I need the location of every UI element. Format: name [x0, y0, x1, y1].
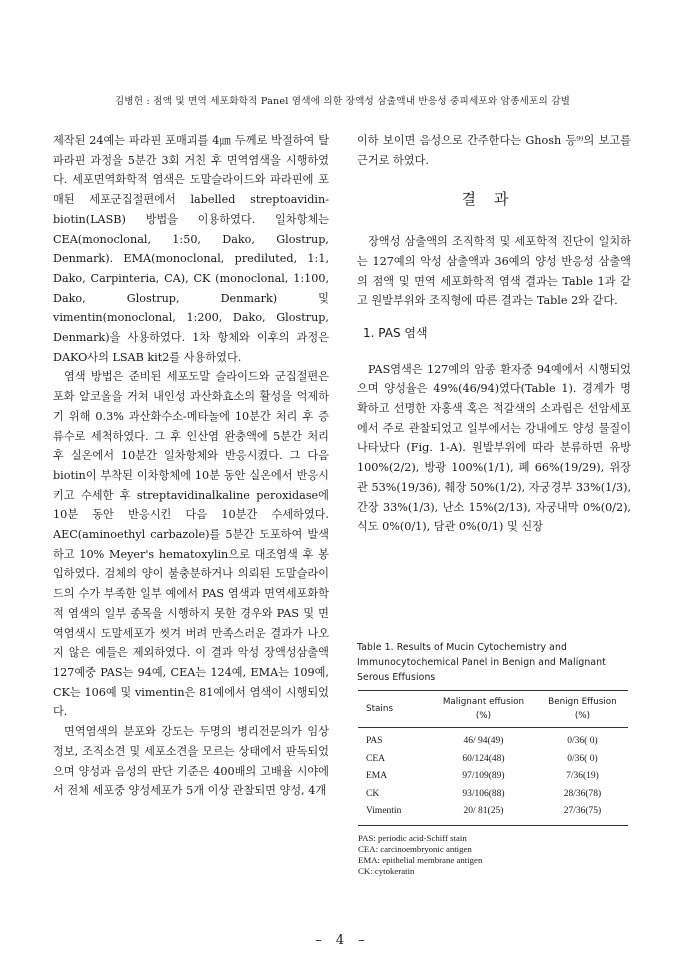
benign-value: 0/36( 0) — [567, 753, 598, 764]
table-caption: Table 1. Results of Mucin Cytochemistry and Immunocytochemical Panel in Benign and Malignant Serous Effusions — [357, 642, 606, 683]
header-benign — [537, 691, 628, 728]
table-1 — [357, 640, 631, 877]
subsection-heading-pas: 1. PAS 염색 — [363, 325, 428, 340]
header-malignant-label: Malignant effusion — [442, 697, 525, 707]
malignant-value: 20/ 81(25) — [463, 806, 504, 816]
malignant-value: 46/ 94(49) — [463, 736, 504, 746]
benign-value: 7/36(19) — [566, 771, 599, 781]
methods-paragraph-3: 면역염색의 분포와 강도는 두명의 병리전문의가 임상정보, 조직소견 및 세포소견을 모르는 상태에서 판독되었으며 양성과 음성의 판단 기준은 400배의 고배율 시야에서 전체 세포중 양성세포가 5개 이상 관찰되면 양성, 4개 — [53, 725, 329, 798]
results-table — [358, 690, 628, 826]
benign-value: 28/36(78) — [563, 788, 602, 799]
results-paragraph: 장액성 삼출액의 조직학적 및 세포학적 진단이 일치하는 127예의 악성 삼출액과 36예의 양성 반응성 삼출액의 점액 및 면역 세포화학적 염색 결과는 Table 1과 같고 원발부위와 조직형에 따른 결과는 Table 2와 같다. — [357, 235, 631, 308]
header-benign-unit: (%) — [574, 711, 591, 721]
header-malignant-unit: (%) — [475, 711, 492, 721]
stain-name: EMA — [366, 771, 388, 781]
table-row — [358, 803, 628, 825]
footnote: CEA: carcinoembryonic antigen — [358, 843, 472, 854]
malignant-value: 97/109(89) — [462, 771, 505, 781]
table-row — [358, 728, 628, 751]
header-benign-label: Benign Effusion — [548, 697, 617, 707]
footnote: PAS: periodic acid-Schiff stain — [358, 832, 467, 843]
stain-name: CK — [366, 788, 380, 799]
section-title-results: 결과 — [461, 190, 527, 209]
left-column — [53, 131, 329, 801]
header-stains: Stains — [366, 704, 394, 714]
footnote: CK: cytokeratin — [358, 866, 415, 877]
methods-continuation: 이하 보이면 음성으로 간주한다는 Ghosh 등⁹⁾의 보고를 근거로 하였다. — [357, 134, 631, 167]
pas-paragraph: PAS염색은 127예의 암종 환자중 94예에서 시행되었으며 양성율은 49%(46/94)였다(Table 1). 경계가 명확하고 선명한 자홍색 혹은 적갈색의 소과립은 선암세포에서 주로 관찰되었고 일부에서는 강내에도 양성 물질이 나타났다 (Fig. 1-A). 원발부위에 따라 분류하면 유방 100%(2/2), 방광 100%(1/1), 폐 66%(19/29), 위장관 53%(19/36), 췌장 50%(1/2), 자궁경부 33%(1/3), 간장 33%(1/3), 난소 15%(2/13), 자궁내막 0%(0/2), 식도 0%(0/1), 담관 0%(0/1) 및 신장 — [357, 362, 631, 534]
methods-paragraph-2: 염색 방법은 준비된 세포도말 슬라이드와 군집절편은 포화 알코올을 거쳐 내인성 과산화효소의 활성을 억제하기 위해 0.3% 과산화수소-메타놀에 10분간 처리 후 증류수로 세척하였다. 그 후 인산염 완충액에 5분간 처리 후 실온에서 10분간 일차항체와 반응시켰다. 그 다음 biotin이 부착된 이차항체에 10분 동안 실온에서 반응시키고 수세한 후 streptavidinalkaline peroxidase에 10분 동안 반응시킨 다음 10분간 수세하였다. AEC(aminoethyl carbazole)를 5분간 도포하여 발색하고 10% Meyer's hematoxylin으로 대조염색 후 봉입하였다. 검체의 양이 불충분하거나 의뢰된 도말슬라이드의 수가 부족한 일부 예에서 PAS 염색과 면역세포화학적 염색의 일부 종목을 시행하지 못한 경우와 PAS 및 면역염색시 도말세포가 씻겨 버려 만족스러운 결과가 나오지 않은 예들은 제외하였다. 이 결과 악성 장액성삼출액 127예중 PAS는 94예, CEA는 124예, EMA는 109예, CK는 106예 및 vimentin은 81예에서 염색이 시행되었다. — [53, 370, 329, 719]
table-footnotes — [358, 833, 631, 878]
benign-value: 27/36(75) — [563, 806, 602, 816]
page-number: – 4 – — [315, 933, 370, 948]
table-row — [358, 786, 628, 804]
header-malignant — [430, 691, 537, 728]
table-header-row — [358, 691, 628, 728]
benign-value: 0/36( 0) — [567, 736, 598, 746]
stain-name: CEA — [366, 753, 385, 764]
stain-name: PAS — [366, 736, 383, 746]
running-header: 김병헌 : 점액 및 면역 세포화학적 Panel 염색에 의한 장액성 삼출액내 반응성 중피세포와 암종세포의 감별 — [114, 96, 571, 107]
methods-paragraph-1: 제작된 24예는 파라핀 포매괴를 4㎛ 두께로 박절하여 탈파라핀 과정을 5분간 3회 거친 후 면역염색을 시행하였다. 세포면역화학적 염색은 도말슬라이드와 파라핀에 포매된 세포군집절편에서 labelled streptoavidin-biotin(LASB) 방법을 이용하였다. 일차항체는 CEA(monoclonal, 1:50, Dako, Glostrup, Denmark). EMA(monoclonal, prediluted, 1:1, Dako, Carpinteria, CA), CK (monoclonal, 1:100, Dako, Glostrup, Denmark) 및 vimentin(monoclonal, 1:200, Dako, Glostrup, Denmark)을 사용하였다. 1차 항체와 이후의 과정은 DAKO사의 LSAB kit2를 사용하였다. — [53, 134, 329, 364]
footnote: EMA: epithelial membrane antigen — [358, 854, 483, 865]
table-row — [358, 768, 628, 786]
malignant-value: 60/124(48) — [462, 753, 505, 764]
stain-name: Vimentin — [366, 806, 402, 816]
malignant-value: 93/106(88) — [462, 788, 505, 799]
table-row — [358, 751, 628, 769]
right-column — [357, 131, 631, 537]
